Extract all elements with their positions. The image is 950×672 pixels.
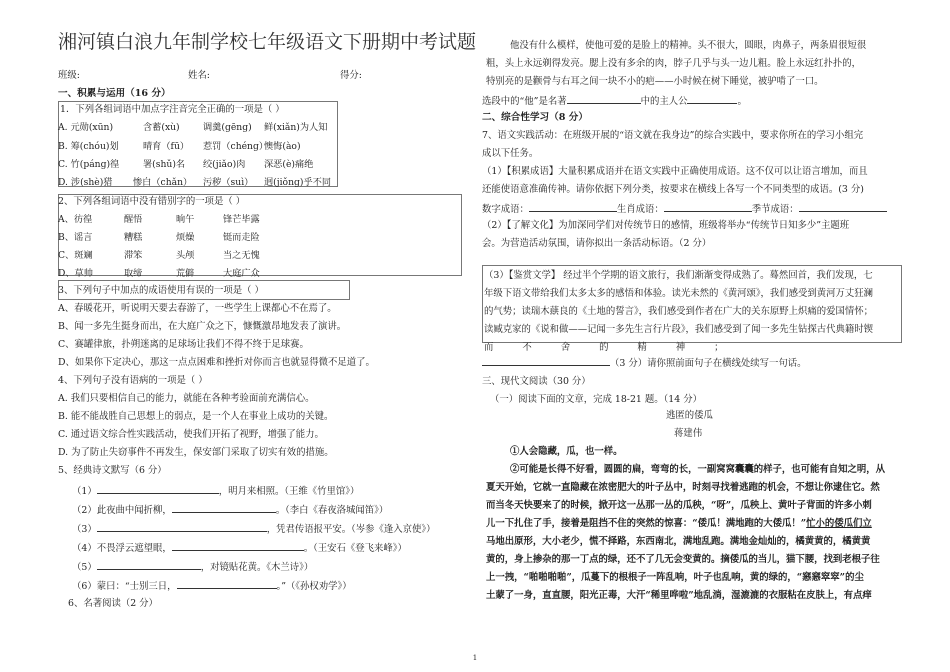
recitation-item (72, 541, 407, 555)
task-line: （3）【鉴赏文学】 经过半个学期的语文旅行，我们渐渐变得成熟了。蓦然回首，我们发现，七 (484, 270, 873, 281)
option: D、草帅 (58, 268, 93, 279)
option: C. 通过语文综合性实践活动，使我们开拓了视野，增强了能力。 (58, 429, 324, 440)
option: 荒僻 (176, 268, 195, 279)
item-text: ，明月来相照。（王维《竹里馆》） (218, 486, 360, 497)
item-text: ，对镜贴花黄。《木兰诗》） (200, 562, 314, 573)
option: 深恶(è)痛绝 (264, 159, 314, 170)
article-author: 蒋建伟 (674, 428, 703, 439)
fill-text: 季节成语： (751, 204, 799, 215)
item-text: 。（王安石《登飞来峰》） (303, 543, 407, 554)
option: 含蓄(xù) (143, 122, 180, 133)
option: 惨白（chǎn） (133, 177, 193, 188)
task-line: （1）【积累成语】大量积累成语并在语文实践中正确使用成语。这不仅可以让语言增加，而且 (482, 166, 868, 177)
option: 当之无愧 (223, 250, 260, 261)
item-text: 。（李白《春夜洛城闻笛》） (275, 505, 389, 516)
question-stem: 1．下列各组词语中加点字注音完全正确的一项是（ ） (60, 104, 285, 115)
answer-blank[interactable] (97, 484, 219, 494)
item-number: （5） (72, 562, 97, 573)
article-para: 而当冬天快要来了的时候，掀开这一丛那一丛的瓜秧，“呀”，瓜秧上、黄叶子背面的许多小刺 (486, 500, 872, 511)
section-heading: 三、现代文阅读（30 分） (482, 376, 591, 387)
passage-line: 他没有什么模样，使他可爱的是脸上的精神。头不很大，圆眼，肉鼻子，两条眉很短很 (510, 40, 867, 51)
option: D. 为了防止失窃事件不再发生，保安部门采取了切实有效的措施。 (58, 447, 334, 458)
task-line: 读臧克家的《说和做——记闻一多先生言行片段》，我们感受到了闻一多先生钻探古代典籍时锲 (484, 324, 874, 335)
article-para (486, 518, 872, 530)
task-line: 而 不 舍 的 精 神 ； (484, 342, 737, 353)
option: 取缔 (124, 268, 143, 279)
fill-text: 中的主人公 (640, 96, 688, 107)
task-line: 还能使语意准确传神。请你依据下列分类，按要求在横线上各写一个不同类型的成语。(3 分) (482, 184, 864, 195)
fill-text: 生肖成语： (616, 204, 664, 215)
name-label: 姓名: (188, 70, 210, 81)
question-line: 7、语文实践活动：在班级开展的“语文就在我身边”的综合实践中，要求你所在的学习小组完 (482, 130, 864, 141)
article-text: 儿一下扎住了手，接着是阻挡不住的突然的惊喜：“倭瓜！满地跑的大倭瓜！” (486, 518, 807, 529)
answer-blank[interactable] (482, 356, 610, 366)
option: 醒悟 (124, 214, 143, 225)
option: 晴育（fū） (143, 141, 190, 152)
option: C、赛罐律旅，扑朔迷离的足球场让我们不得不终于足球赛。 (58, 339, 309, 350)
option: 惹罚（chéng） (203, 141, 269, 152)
option: 懊悔(ào) (264, 141, 301, 152)
article-para: 土蒙了一身，直直腰，阳光正毒，大汗“稀里哗啦”地乱淌，湿漉漉的衣服粘在皮肤上，有点痒 (486, 590, 872, 601)
option: 锋芒毕露 (223, 214, 260, 225)
fill-text: （3 分）请你照前面句子在横线处续写一句话。 (610, 358, 807, 369)
option: A. 元勋(xūn) (58, 122, 114, 133)
item-number: （1） (72, 486, 97, 497)
option: B. 能不能战胜自己思想上的弱点，是一个人在事业上成功的关键。 (58, 411, 334, 422)
question-stem: 6、名著阅读（2 分） (68, 598, 158, 609)
item-text: ，凭君传语报平安。（岑参《逢入京使》） (266, 524, 436, 535)
task-line: （2）【了解文化】为加深同学们对传统节日的感情，班级将举办“传统节日知多少”主题班 (482, 220, 850, 231)
option: A、彷徨 (58, 214, 93, 225)
option: 烦燥 (176, 232, 195, 243)
passage-line: 粗，头上永远剃得发亮。腮上没有多余的肉，脖子几乎与头一边儿粗。脸上永远红扑扑的， (486, 58, 862, 69)
page-number: 1 (472, 654, 478, 662)
option: A、春暖花开，听说明天要去春游了，一些学生上课都心不在焉了。 (58, 303, 337, 314)
option: A. 我们只要相信自己的能力，就能在各种考验面前充满信心。 (58, 393, 315, 404)
question-stem: 4、下列句子没有语病的一项是（ ） (58, 375, 208, 386)
passage-line: 特别亮的是颧骨与右耳之间一块不小的疤——小时候在树下睡觉，被驴啃了一口。 (486, 76, 824, 87)
article-para: 上一拽，“啪啪啪啪”，瓜蔓下的根根子一阵乱响，叶子也乱响，黄的绿的，“窸窸窣窣”的尘 (486, 572, 864, 583)
score-label: 得分: (340, 70, 362, 81)
option: 大庭广众 (223, 268, 260, 279)
article-para: 马地出原形，大小老少，慌不择路，东西南北，满地乱跑。满地金灿灿的，橘黄黄的，橘黄黄 (486, 536, 871, 547)
option: B、谣言 (58, 232, 93, 243)
task-line: 的气势；读瑞木蕻良的《土地的誓言》，我们感受到作者在广大的关东原野上炽痛的爱国情怀； (484, 306, 874, 317)
answer-blank[interactable] (799, 202, 887, 212)
item-number: （6）蒙曰：“士别三日， (72, 581, 177, 592)
section-heading: 二、综合性学习（8 分） (482, 112, 588, 123)
item-text: 。”（《孙权劝学》） (276, 581, 352, 592)
article-para: ②可能是长得不好看，圆圆的扁，弯弯的长，一副窝窝囊囊的样子，也可能有自知之明，从 (510, 464, 886, 475)
answer-blank[interactable] (664, 202, 752, 212)
option: 绞(jiǎo)肉 (203, 159, 246, 170)
item-number: （2）此夜曲中闻折柳， (72, 505, 172, 516)
question-line: 成以下任务。 (482, 148, 539, 159)
q6-fill-line (482, 94, 747, 108)
article-para: ①人会隐藏，瓜，也一样。 (510, 446, 623, 457)
task-line: 会。为营造活动氛围，请你拟出一条活动标语。（2 分） (482, 238, 712, 249)
option: C. 竹(páng)徨 (58, 159, 120, 170)
fill-text: 选段中的“他”是名著 (482, 96, 567, 107)
option: 铤而走险 (223, 232, 260, 243)
fill-text: 数字成语： (482, 204, 529, 215)
answer-blank[interactable] (97, 522, 267, 532)
page-title: 湘河镇白浪九年制学校七年级语文下册期中考试题 (58, 31, 477, 53)
underlined-text: 忙小的倭瓜们立 (806, 518, 872, 529)
recitation-item (72, 503, 388, 517)
option: 鲜(xiǎn)为人知 (264, 122, 328, 133)
option: B、闻一多先生挺身而出，在大庭广众之下，慷慨激昂地发表了演讲。 (58, 321, 347, 332)
recitation-item (72, 579, 352, 593)
task-line: 年级下语文带给我们太多太多的感悟和体验。读光未然的《黄河颂》，我们感受到黄河万丈狂澜 (484, 288, 874, 299)
item-number: （3） (72, 524, 97, 535)
fill-text: 。 (737, 96, 747, 107)
answer-blank[interactable] (97, 560, 201, 570)
sub-heading: （一）阅读下面的文章，完成 18-21 题。（14 分） (490, 394, 702, 405)
continuation-line (482, 356, 806, 370)
answer-blank[interactable] (687, 94, 737, 104)
option: C、斑斓 (58, 250, 93, 261)
article-para: 夏天开始，它就一直隐藏在浓密肥大的叶子丛中，时刻寻找着逃跑的机会，不想让你逮住它。然 (486, 482, 880, 493)
class-label: 班级: (58, 70, 80, 81)
option: B. 筹(chóu)划 (58, 141, 119, 152)
recitation-item (72, 560, 313, 574)
article-title: 逃匿的倭瓜 (666, 410, 713, 421)
article-para: 黄的，身上掺杂的那一丁点的绿，还不了几无会变黄的。摘倭瓜的当儿，猫下腰，找到老根子往 (486, 554, 880, 565)
option: 晌午 (176, 214, 195, 225)
question-stem: 2、下列各组词语中没有错别字的一项是（ ） (58, 196, 246, 207)
option: 头颅 (176, 250, 195, 261)
answer-blank[interactable] (177, 579, 277, 589)
option: D、如果你下定决心，那这一点点困难和挫折对你而言也就显得微不足道了。 (58, 357, 375, 368)
question-stem: 3、下列句子中加点的成语使用有误的一项是（ ） (58, 285, 264, 296)
idiom-fill-line (482, 202, 887, 216)
option: 迥(jiǒng)乎不同 (264, 177, 332, 188)
option: 调羹(gēng) (203, 122, 252, 133)
section-heading: 一、积累与运用（16 分） (58, 88, 171, 99)
recitation-item (72, 484, 359, 498)
answer-blank[interactable] (529, 202, 617, 212)
item-number: （4）不畏浮云遮望眼， (72, 543, 172, 554)
answer-blank[interactable] (567, 94, 641, 104)
option: 污秽（suì） (203, 177, 254, 188)
option: 署(shǔ)名 (143, 159, 186, 170)
option: D. 涉(shè)猎 (58, 177, 113, 188)
question-stem: 5、经典诗文默写（6 分） (58, 465, 167, 476)
answer-blank[interactable] (172, 503, 276, 513)
option: 糟糕 (124, 232, 143, 243)
answer-blank[interactable] (172, 541, 304, 551)
option: 滞笨 (124, 250, 143, 261)
recitation-item (72, 522, 435, 536)
